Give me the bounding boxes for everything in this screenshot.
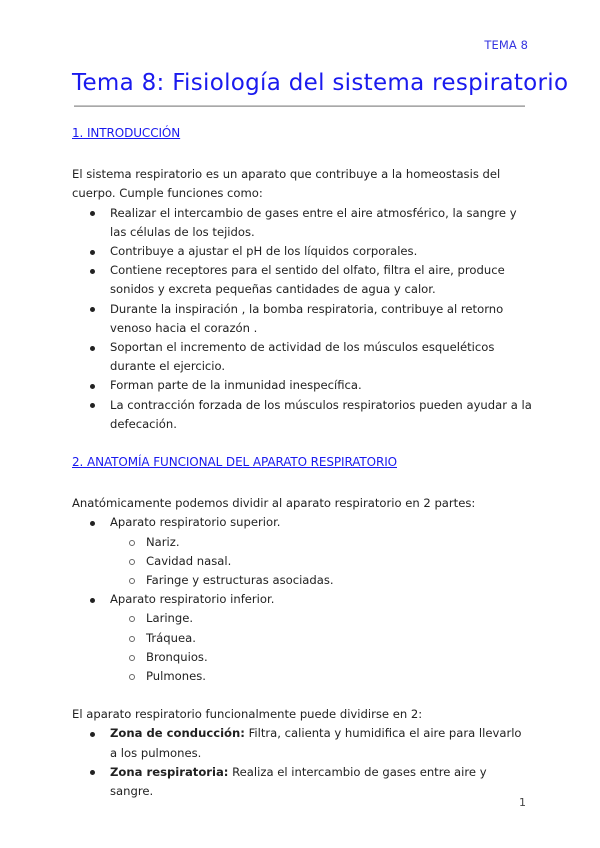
sub-list-item: Nariz. bbox=[72, 533, 532, 552]
section-heading-anatomia[interactable]: 2. ANATOMÍA FUNCIONAL DEL APARATO RESPIRATORIO bbox=[72, 455, 397, 470]
intro-paragraph: El sistema respiratorio es un aparato que contribuye a la homeostasis del cuerpo. Cumple funciones como: bbox=[72, 167, 501, 201]
sub-list-item: Pulmones. bbox=[72, 667, 532, 686]
list-item: La contracción forzada de los músculos respiratorios pueden ayudar a la defecación. bbox=[72, 396, 532, 434]
header-tag: TEMA 8 bbox=[484, 38, 528, 52]
page-number: 1 bbox=[519, 796, 526, 809]
list-item: Soportan el incremento de actividad de los músculos esqueléticos durante el ejercicio. bbox=[72, 338, 532, 376]
list-item-zona-conduccion bbox=[72, 724, 532, 762]
document-body bbox=[72, 124, 532, 801]
list-item-inferior: Aparato respiratorio inferior. bbox=[72, 590, 532, 609]
list-item: Contribuye a ajustar el pH de los líquidos corporales. bbox=[72, 242, 532, 261]
functions-list bbox=[72, 204, 532, 434]
zones-list bbox=[72, 724, 532, 801]
section-heading-introduccion[interactable]: 1. INTRODUCCIÓN bbox=[72, 126, 181, 140]
zone-term: Zona de conducción: bbox=[110, 726, 245, 741]
anatomy-intro: Anatómicamente podemos dividir al aparato respiratorio en 2 partes: bbox=[72, 496, 476, 511]
sub-list-item: Faringe y estructuras asociadas. bbox=[72, 571, 532, 590]
title-divider bbox=[74, 105, 525, 107]
list-item: Forman parte de la inmunidad inespecífica. bbox=[72, 376, 532, 395]
sub-list-item: Bronquios. bbox=[72, 648, 532, 667]
list-item: Durante la inspiración , la bomba respiratoria, contribuye al retorno venoso hacia el corazón . bbox=[72, 300, 532, 338]
page-title: Tema 8: Fisiología del sistema respiratorio bbox=[72, 70, 569, 96]
sub-list-item: Laringe. bbox=[72, 609, 532, 628]
list-item-superior: Aparato respiratorio superior. bbox=[72, 513, 532, 532]
list-item: Contiene receptores para el sentido del olfato, filtra el aire, produce sonidos y excreta pequeñas cantidades de agua y calor. bbox=[72, 261, 532, 299]
list-item-zona-respiratoria bbox=[72, 763, 532, 801]
list-item: Realizar el intercambio de gases entre el aire atmosférico, la sangre y las células de los tejidos. bbox=[72, 204, 532, 242]
zone-desc: Filtra, calienta y humidifica el aire para llevarlo a los pulmones. bbox=[110, 726, 522, 760]
anatomy-list bbox=[72, 513, 532, 686]
zone-term: Zona respiratoria: bbox=[110, 764, 229, 779]
zone-desc: Realiza el intercambio de gases entre aire y sangre. bbox=[110, 764, 487, 799]
sub-list-item: Cavidad nasal. bbox=[72, 552, 532, 571]
sub-list-item: Tráquea. bbox=[72, 629, 532, 648]
functional-intro: El aparato respiratorio funcionalmente puede dividirse en 2: bbox=[72, 707, 423, 722]
